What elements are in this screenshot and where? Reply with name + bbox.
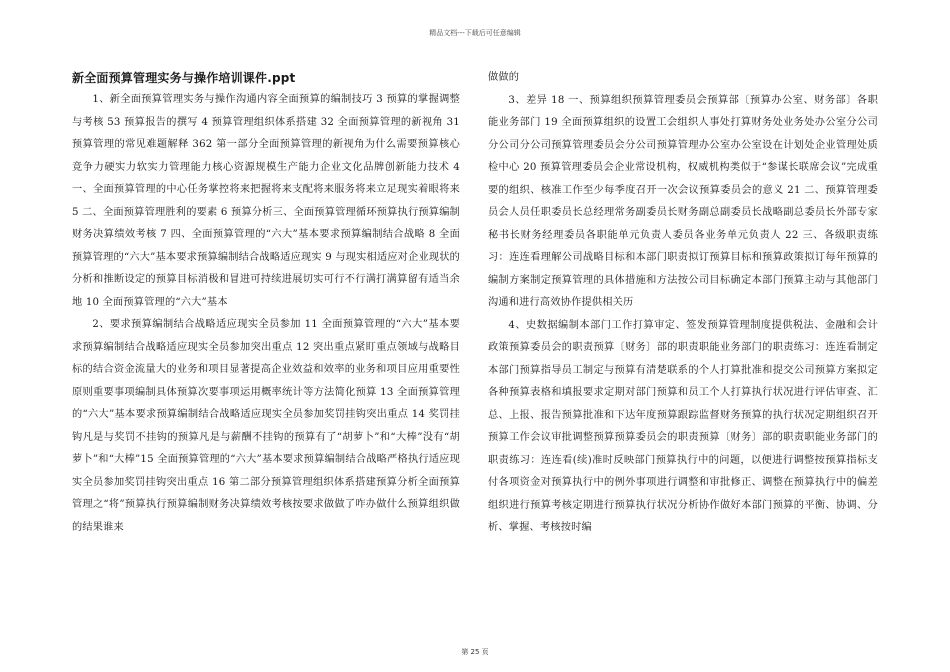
page-header: 精品文档---下载后可任意编辑 [429, 29, 521, 37]
document-title: 新全面预算管理实务与操作培训课件.ppt [72, 71, 296, 85]
right-column [488, 67, 878, 540]
paragraph-continuation: 做做的 [488, 72, 520, 83]
page-number: 第 25 页 [461, 648, 489, 656]
paragraph-3: 3、差异 18 一、预算组织预算管理委员会预算部〔预算办公室、财务部〕各职能业务部门 19 全面预算组织的设置工会组织人事处打算财务处业务处办公室分公司分公司分公司预算管理委员会分公司预算管理办公室办公室设在计划处企业管理处质检中心 20 预算管理委员会企业常设机构，权威机构类似于“参谋长联席会议”完成重要的组织、核准工作至少每季度召开一次会议预算委员会的意义 21 二、预算管理委员会人员任职委员长总经理常务副委员长财务副总副委员长战略副总委员长外部专家秘书长财务经理委员各职能单元负责人委员各业务单元负责人 22 三、各级职责练习：连连看理解公司战略目标和本部门职责拟订预算目标和预算政策拟订每年预算的编制方案制定预算管理的具体措施和方法按公司目标确定本部门预算主动与其他部门沟通和进行高效协作提供相关历 [488, 94, 878, 308]
paragraph-1: 1、新全面预算管理实务与操作沟通内容全面预算的编制技巧 3 预算的掌握调整与考核 53 预算报告的撰写 4 预算管理组织体系搭建 32 全面预算管理的新视角 31 预算管理的常见难题解释 362 第一部分全面预算管理的新视角为什么需要预算核心竞争力硬实力软实力管理能力核心资源规模生产能力企业文化品牌创新能力技术 4 一、全面预算管理的中心任务掌控将来把握将来支配将来服务将来立足现实着眼将来 5 二、全面预算管理胜利的要素 6 预算分析三、全面预算管理循环预算执行预算编制财务决算绩效考核 7 四、全面预算管理的“六大”基本要求预算编制结合战略 8 全面预算管理的“六大”基本要求预算编制结合战略适应现实 9 与现实相适应对企业现状的分析和推断设定的预算目标消极和冒进可持续进展切实可行不行满打满算留有适当余地 10 全面预算管理的“六大”基本 [72, 94, 460, 308]
paragraph-4: 4、史数据编制本部门工作打算审定、签发预算管理制度提供税法、金融和会计政策预算委员会的职责预算〔财务〕部的职责职能业务部门的职责练习：连连看制定本部门预算指导员工制定与预算有清楚联系的个人打算批准和提交公司预算方案拟定各种预算表格和填报要求定期对部门预算和员工个人打算执行状况进行评估审查、汇总、上报、报告预算批准和下达年度预算跟踪监督财务预算的执行状况定期组织召开预算工作会议审批调整预算预算委员会的职责预算〔财务〕部的职责职能业务部门的职责练习：连连看(续)准时反映部门预算执行中的问题，以便进行调整按预算指标支付各项资金对预算执行中的例外事项进行调整和审批修正、调整在预算执行中的偏差组织进行预算考核定期进行预算执行状况分析协作做好本部门预算的平衡、协调、分析、掌握、考核按时编 [488, 319, 878, 533]
left-column [72, 67, 460, 539]
paragraph-2: 2、要求预算编制结合战略适应现实全员参加 11 全面预算管理的“六大”基本要求预算编制结合战略适应现实全员参加突出重点 12 突出重点紧盯重点领域与战略目标的结合资金流量大的业务和项目显著提高企业效益和效率的业务和项目应用重要性原则重要事项编制具体预算次要事项运用概率统计等方法简化预算 13 全面预算管理的“六大”基本要求预算编制结合战略适应现实全员参加奖罚挂钩突出重点 14 奖罚挂钩凡是与奖罚不挂钩的预算凡是与薪酬不挂钩的预算有了“胡萝卜”和“大棒”没有“胡萝卜”和“大棒”15 全面预算管理的“六大”基本要求预算编制结合战略严格执行适应现实全员参加奖罚挂钩突出重点 16 第二部分预算管理组织体系搭建预算分析全面预算管理之“将”预算执行预算编制财务决算绩效考核按要求做做了咋办做什么预算组织做的结果谁来 [72, 319, 460, 533]
